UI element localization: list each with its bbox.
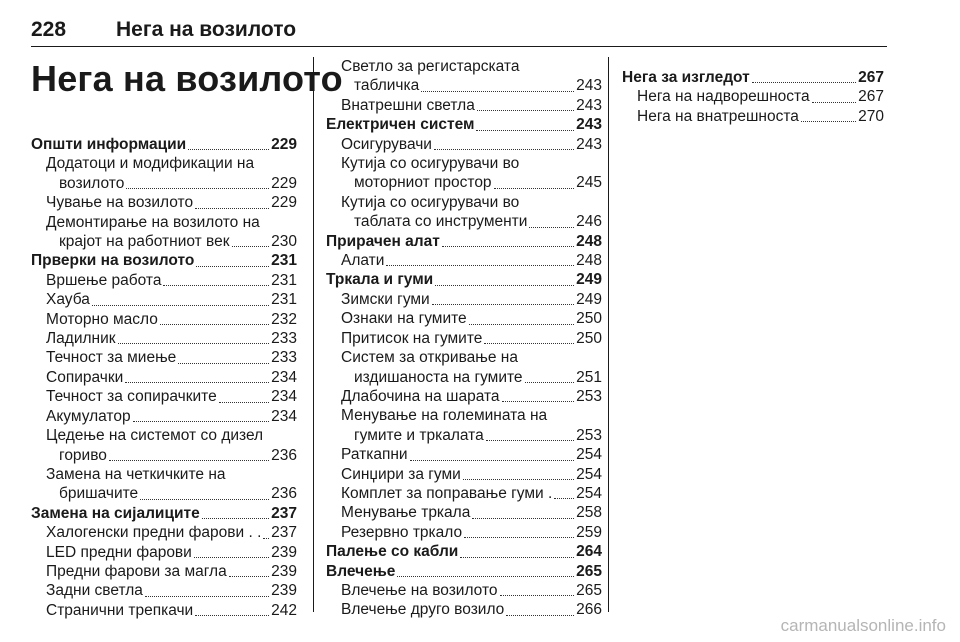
toc-entry-title: Нега за изгледот [622,69,750,86]
dot-leader [92,305,269,306]
toc-entry-title: Сопирачки [46,368,124,386]
dot-leader [126,188,269,189]
dot-leader [397,576,574,577]
toc-entry-title: Притисок на гумите [341,329,483,347]
dot-leader [476,130,574,131]
dot-leader [502,401,575,402]
dot-leader [163,285,269,286]
toc-entry[interactable] [31,193,297,212]
toc-page-number: 250 [576,310,602,328]
dot-leader [219,402,269,403]
dot-leader [486,440,574,441]
toc-entry-title: Тркала и гуми [326,271,434,289]
toc-entry-title: Моторно масло [46,310,158,328]
page-title: Нега на возилото [31,58,343,99]
toc-entry-title: Халогенски предни фарови . . [46,524,262,542]
dot-leader [464,537,574,538]
toc-entry-title: Општи информации [31,136,187,153]
toc-page-number: 253 [576,426,602,444]
toc-page-number: 242 [271,601,297,619]
toc-entry-title: Хауба [46,291,90,309]
toc-entry[interactable] [31,348,297,367]
column-divider [313,57,314,612]
dot-leader [195,208,269,209]
toc-entry-title: бришачите [59,485,139,503]
toc-page-number: 231 [271,252,297,270]
dot-leader [752,82,856,83]
toc-section-entry[interactable] [31,251,297,270]
toc-section-entry[interactable] [622,68,884,87]
dot-leader [812,102,857,103]
toc-entry[interactable] [31,601,297,620]
toc-entry-title: Акумулатор [46,407,131,425]
toc-entry-title: Додатоци и модификации на [46,155,255,173]
toc-entry[interactable] [31,426,297,465]
toc-page-number: 270 [858,107,884,125]
toc-entry-title: LED предни фарови [46,543,192,561]
dot-leader [196,266,269,267]
dot-leader [410,460,575,461]
toc-entry[interactable] [31,154,297,193]
dot-leader [463,479,574,480]
toc-page-number: 254 [576,465,602,483]
dot-leader [229,576,269,577]
dot-leader [125,382,269,383]
toc-entry-title: возилото [59,174,125,192]
toc-entry[interactable] [326,135,602,154]
toc-section-entry[interactable] [326,232,602,251]
toc-page-number: 259 [576,523,602,541]
toc-entry[interactable] [31,523,297,542]
toc-page-number: 243 [576,135,602,153]
toc-page-number: 267 [858,69,884,86]
toc-page-number: 264 [576,543,602,561]
toc-entry-title: Ознаки на гумите [341,310,467,328]
toc-entry-title: Вршење работа [46,271,162,289]
toc-page-number: 229 [271,136,297,153]
dot-leader [118,343,270,344]
dot-leader [434,149,574,150]
dot-leader [460,557,574,558]
dot-leader [160,324,269,325]
watermark: carmanualsonline.info [780,616,946,635]
dot-leader [525,382,575,383]
toc-page-number: 237 [271,504,297,522]
toc-entry[interactable] [326,523,602,542]
toc-entry-title: Комплет за поправање гуми . [341,484,553,502]
toc-page-number: 248 [576,232,602,250]
toc-entry[interactable] [31,329,297,348]
toc-entry-title: табличка [354,77,420,95]
toc-entry-title: Чување на возилото [46,194,194,212]
toc-page-number: 253 [576,387,602,405]
toc-page-number: 249 [576,290,602,308]
dot-leader [178,363,269,364]
dot-leader [195,615,269,616]
toc-section-entry[interactable] [326,270,602,289]
toc-entry[interactable] [326,290,602,309]
toc-entry-title: Течност за сопирачките [46,388,217,406]
toc-page-number: 236 [271,446,297,464]
toc-page-number: 231 [271,291,297,309]
toc-page-number: 243 [576,77,602,95]
dot-leader [477,110,574,111]
toc-entry[interactable] [31,368,297,387]
toc-entry[interactable] [326,406,602,445]
toc-section-entry[interactable] [326,115,602,134]
toc-entry-title: Палење со кабли [326,543,459,561]
toc-entry-title: Замена на сијалиците [31,504,200,522]
toc-entry[interactable] [326,581,602,600]
toc-entry[interactable] [326,96,602,115]
toc-page-number: 239 [271,582,297,600]
toc-page-number: 243 [576,116,602,134]
running-header [31,16,887,47]
dot-leader [421,91,574,92]
dot-leader [194,557,269,558]
toc-entry-title: издишаноста на гумите [354,368,523,386]
toc-entry-title: таблата со инструменти [354,213,528,231]
toc-page-number: 267 [858,88,884,106]
toc-entry-title: Влечење [326,562,396,580]
dot-leader [145,596,269,597]
toc-page-number: 251 [576,368,602,386]
toc-column-3 [622,68,884,126]
toc-entry-title: Внатрешни светла [341,96,475,114]
toc-page-number: 246 [576,213,602,231]
toc-entry-title: Менување на големината на [341,407,548,425]
toc-page-number: 243 [576,96,602,114]
toc-entry[interactable] [31,387,297,406]
toc-section-entry[interactable] [31,135,297,154]
toc-page-number: 236 [271,485,297,503]
page-number: 228 [31,18,67,41]
toc-entry-title: Алати [341,252,385,270]
toc-entry[interactable] [326,484,602,503]
toc-entry-title: Прверки на возилото [31,252,195,270]
toc-page-number: 234 [271,388,297,406]
toc-page-number: 250 [576,329,602,347]
dot-leader [386,265,574,266]
toc-page-number: 230 [271,233,297,251]
toc-entry[interactable] [326,387,602,406]
toc-page-number: 237 [271,524,297,542]
dot-leader [472,518,574,519]
toc-entry[interactable] [326,309,602,328]
dot-leader [432,304,574,305]
toc-entry[interactable] [31,271,297,290]
toc-entry-title: Нега на надворешноста [637,88,810,106]
toc-entry-title: Ладилник [46,330,116,348]
toc-entry[interactable] [326,600,602,619]
toc-page-number: 239 [271,543,297,561]
toc-page-number: 265 [576,581,602,599]
toc-entry-title: Зимски гуми [341,290,430,308]
toc-page-number: 232 [271,310,297,328]
toc-entry-title: Течност за миење [46,349,177,367]
toc-entry-title: крајот на работниот век [59,233,230,251]
column-divider [608,57,609,612]
header-title: Нега на возилото [116,18,297,41]
toc-entry[interactable] [31,310,297,329]
toc-entry-title: Електричен систем [326,116,475,134]
dot-leader [140,499,269,500]
toc-page-number: 233 [271,330,297,348]
toc-entry-title: Раткапни [341,446,408,464]
toc-entry[interactable] [326,329,602,348]
toc-entry[interactable] [326,445,602,464]
toc-entry-title: Замена на четкичките на [46,465,226,483]
dot-leader [442,246,574,247]
dot-leader [263,538,269,539]
dot-leader [801,121,856,122]
toc-page-number: 248 [576,252,602,270]
toc-entry[interactable] [622,107,884,126]
toc-entry-title: Кутија со осигурувачи во [341,155,520,173]
toc-entry-title: Цедење на системот со дизел [46,427,264,445]
toc-section-entry[interactable] [326,562,602,581]
toc-entry[interactable] [326,193,602,232]
dot-leader [506,615,574,616]
dot-leader [133,421,270,422]
toc-page-number: 229 [271,194,297,212]
toc-entry-title: Светло за регистарската [341,58,520,75]
toc-section-entry[interactable] [31,504,297,523]
toc-entry[interactable] [31,465,297,504]
toc-entry-title: Влечење друго возило [341,601,505,619]
dot-leader [469,324,574,325]
toc-entry-title: Кутија со осигурувачи во [341,193,520,211]
toc-page-number: 234 [271,407,297,425]
toc-entry-title: Странични трепкачи [46,601,194,619]
toc-page-number: 231 [271,271,297,289]
toc-entry-title: Синџири за гуми [341,465,461,483]
toc-entry-title: Менување тркала [341,504,471,522]
dot-leader [435,285,574,286]
toc-entry-title: Осигурувачи [341,135,432,153]
toc-entry-title: Влечење на возилото [341,581,498,599]
toc-column-1 [31,135,297,620]
toc-page-number: 234 [271,368,297,386]
dot-leader [494,188,575,189]
toc-entry[interactable] [31,213,297,252]
dot-leader [529,227,574,228]
toc-entry[interactable] [31,543,297,562]
toc-page-number: 249 [576,271,602,289]
toc-section-entry[interactable] [326,542,602,561]
dot-leader [109,460,269,461]
toc-entry-title: Предни фарови за магла [46,562,227,580]
toc-page-number: 245 [576,174,602,192]
toc-entry-title: гумите и тркалата [354,426,484,444]
toc-page-number: 239 [271,562,297,580]
dot-leader [232,246,270,247]
toc-page-number: 254 [576,446,602,464]
toc-entry[interactable] [31,581,297,600]
toc-entry-title: Нега на внатрешноста [637,107,799,125]
toc-entry[interactable] [326,251,602,270]
dot-leader [500,595,575,596]
toc-entry[interactable] [31,290,297,309]
toc-entry[interactable] [622,87,884,106]
dot-leader [202,518,269,519]
toc-entry[interactable] [326,57,602,96]
dot-leader [484,343,574,344]
toc-page-number: 233 [271,349,297,367]
toc-entry[interactable] [326,503,602,522]
toc-entry[interactable] [326,348,602,387]
toc-page-number: 229 [271,174,297,192]
toc-entry[interactable] [31,562,297,581]
toc-entry-title: Задни светла [46,582,143,600]
dot-leader [188,149,269,150]
toc-entry-title: Систем за откривање на [341,349,518,367]
dot-leader [554,498,574,499]
toc-page-number: 266 [576,601,602,619]
toc-entry[interactable] [326,465,602,484]
toc-entry-title: Прирачен алат [326,232,440,250]
toc-column-2 [326,57,602,620]
toc-page-number: 254 [576,484,602,502]
toc-entry-title: Резервно тркало [341,523,463,541]
toc-entry-title: Демонтирање на возилото на [46,213,260,231]
toc-entry-title: моторниот простор [354,174,492,192]
toc-entry[interactable] [326,154,602,193]
toc-page-number: 265 [576,562,602,580]
toc-entry-title: гориво [59,446,107,464]
toc-page-number: 258 [576,504,602,522]
toc-entry[interactable] [31,407,297,426]
toc-entry-title: Длабочина на шарата [341,387,500,405]
